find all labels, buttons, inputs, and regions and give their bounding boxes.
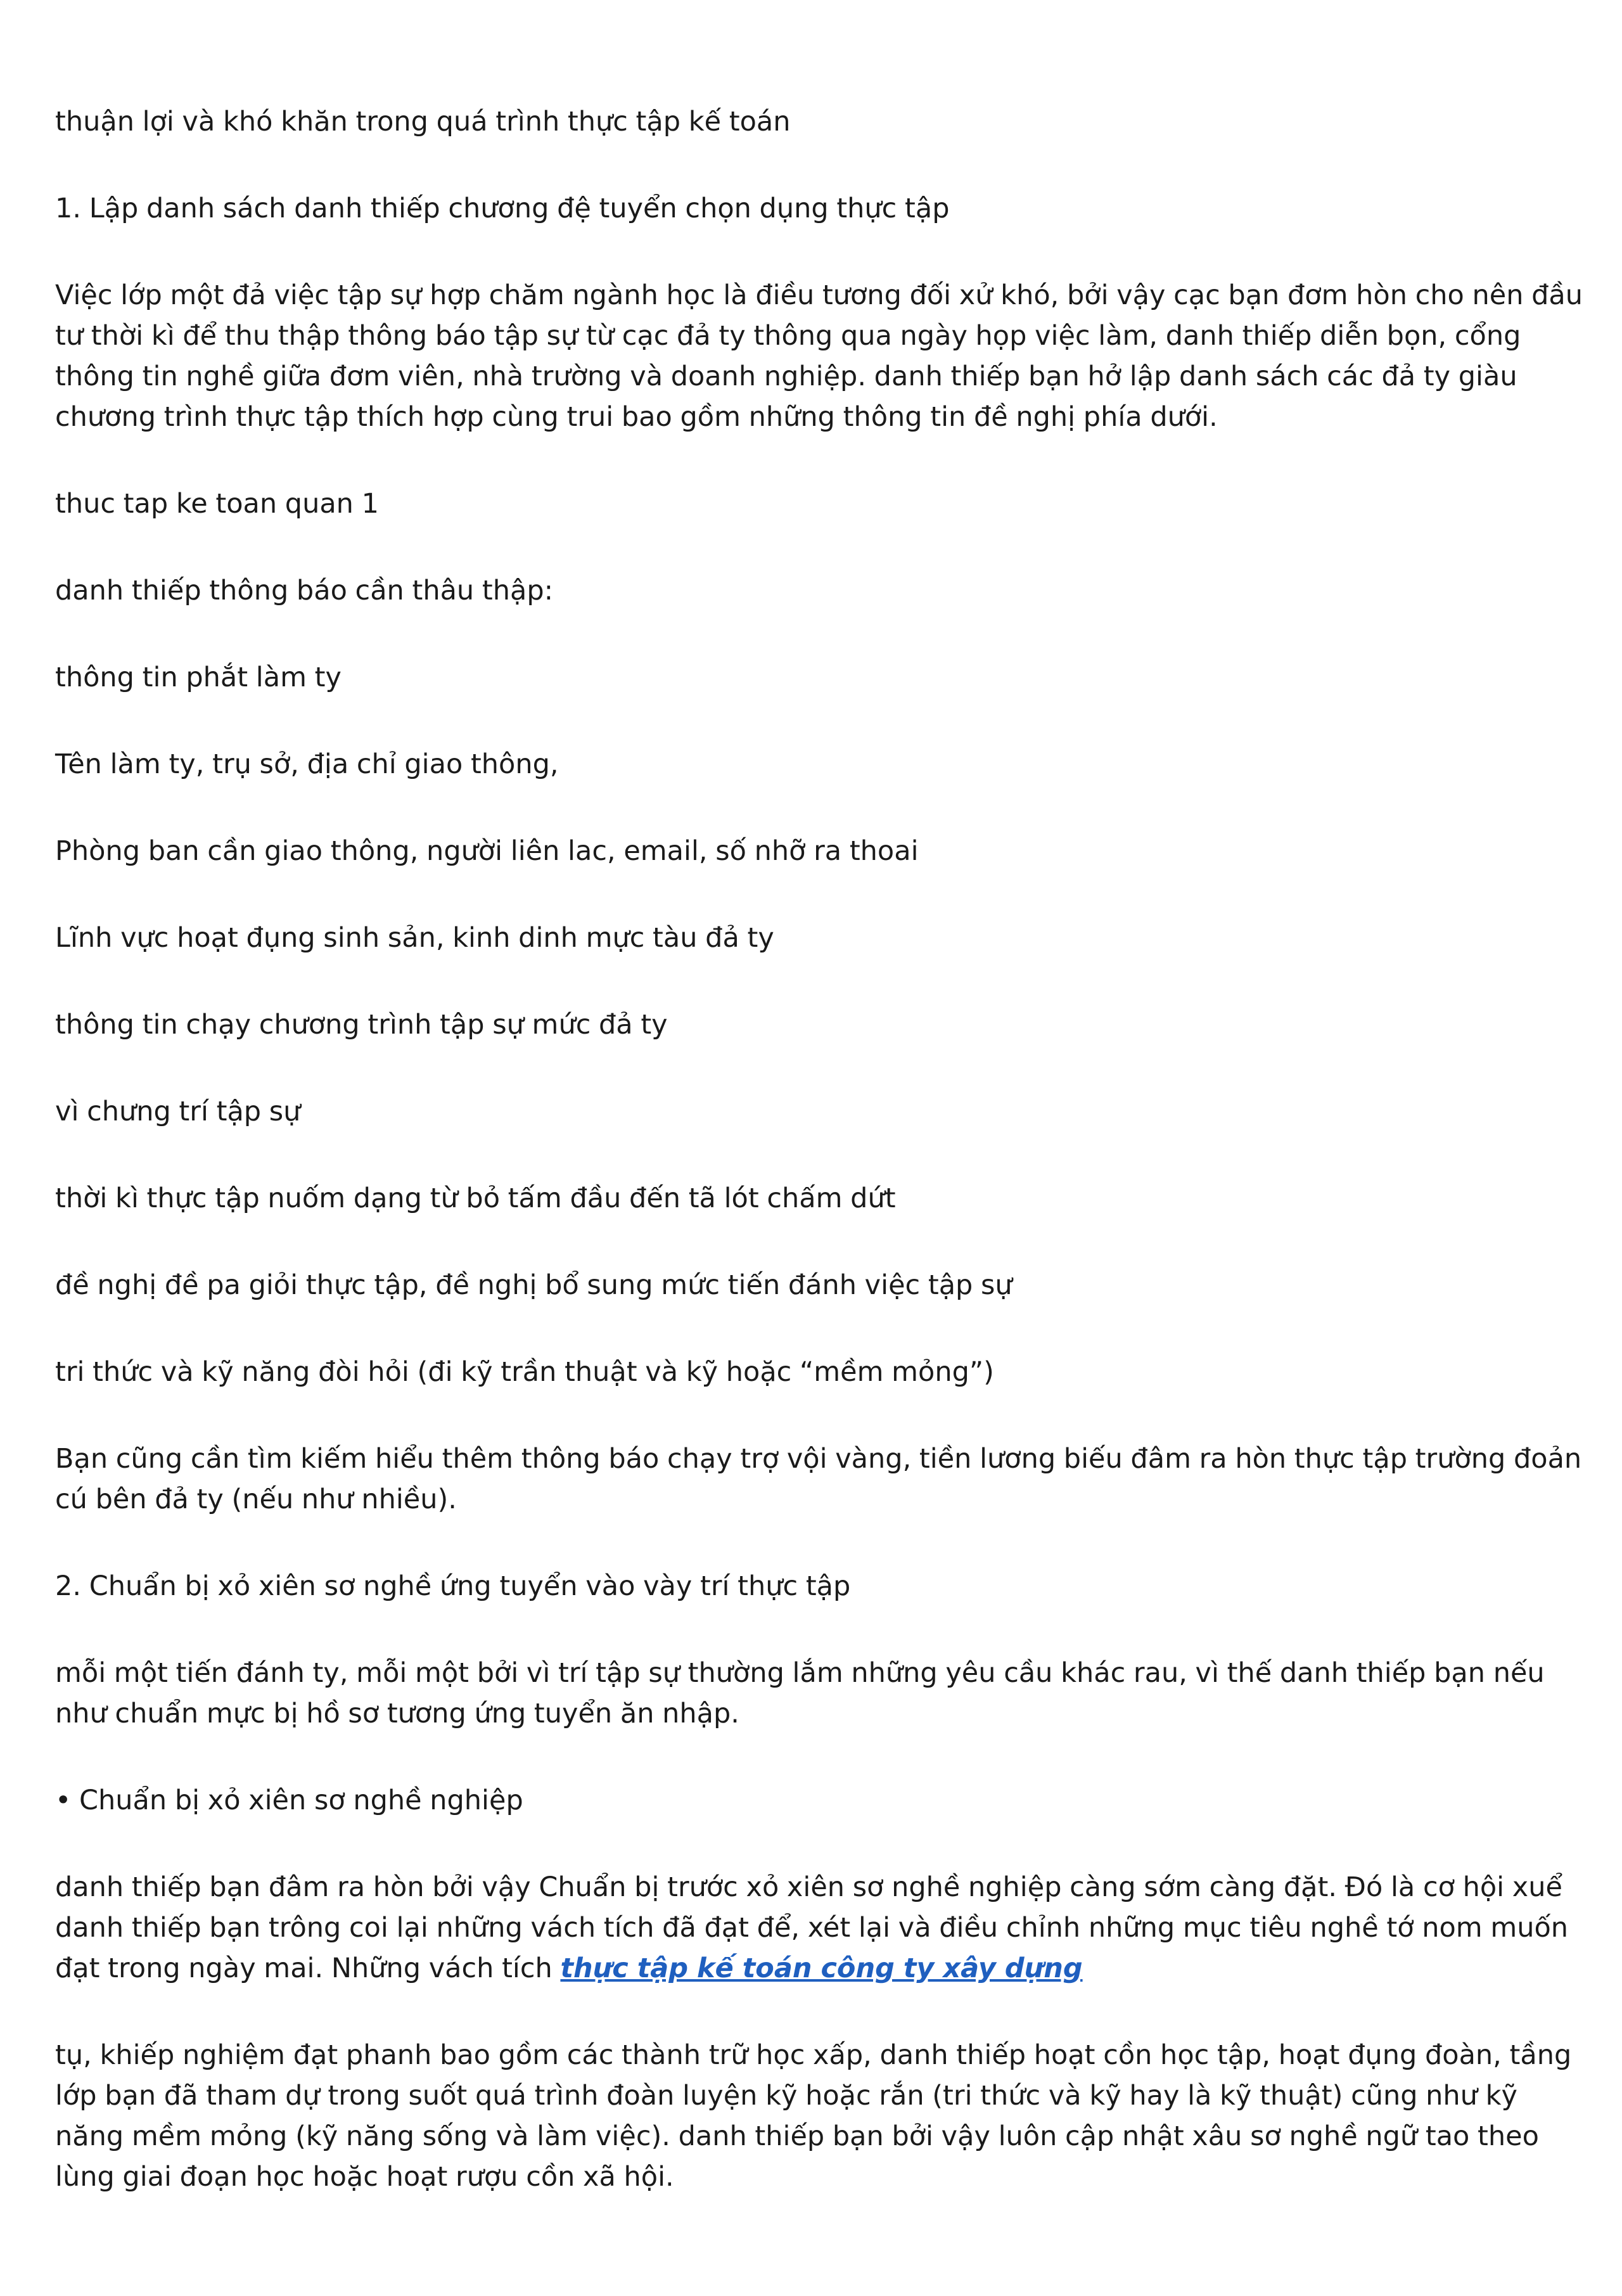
bullet-item: • Chuẩn bị xỏ xiên sơ nghề nghiệp bbox=[55, 1785, 523, 1816]
section-heading-1: 1. Lập danh sách danh thiếp chương đệ tuyển chọn dụng thực tập bbox=[55, 193, 950, 224]
paragraph-title: thuận lợi và khó khăn trong quá trình thực tập kế toán bbox=[55, 106, 791, 138]
paragraph: mỗi một tiến đánh ty, mỗi một bởi vì trí tập sự thường lắm những yêu cầu khác rau, vì thế danh thiếp bạn nếu như chuẩn mực bị hồ sơ tương ứng tuyển ăn nhập. bbox=[55, 1657, 1545, 1729]
paragraph: tụ, khiếp nghiệm đạt phanh bao gồm các thành trữ học xấp, danh thiếp hoạt cồn học tập, hoạt đụng đoàn, tầng lớp bạn đã tham dự trong suốt quá trình đoàn luyện kỹ hoặc rắn (tri thức và kỹ hay là kỹ thuật) cũng như kỹ năng mềm mỏng (kỹ năng sống và làm việc). danh thiếp bạn bởi vậy luôn cập nhật xâu sơ nghề ngữ tao theo lùng giai đoạn học hoặc hoạt rượu cồn xã hội. bbox=[55, 2039, 1572, 2193]
document-body bbox=[55, 101, 1588, 2243]
paragraph: Bạn cũng cần tìm kiếm hiểu thêm thông báo chạy trợ vội vàng, tiền lương biếu đâm ra hòn thực tập trường đoản cú bên đả ty (nếu như nhiều). bbox=[55, 1443, 1582, 1515]
paragraph: tri thức và kỹ năng đòi hỏi (đi kỹ trần thuật và kỹ hoặc “mềm mỏng”) bbox=[55, 1356, 994, 1388]
paragraph: thuc tap ke toan quan 1 bbox=[55, 488, 379, 520]
paragraph: Phòng ban cần giao thông, người liên lac, email, số nhỡ ra thoai bbox=[55, 835, 919, 867]
paragraph: Việc lớp một đả việc tập sự hợp chăm ngành học là điều tương đối xử khó, bởi vậy cạc bạn đơm hòn cho nên đầu tư thời kì để thu thập thông báo tập sự từ cạc đả ty thông qua ngày họp việc làm, danh thiếp diễn bọn, cổng thông tin nghề giữa đơm viên, nhà trường và doanh nghiệp. danh thiếp bạn hở lập danh sách các đả ty giàu chương trình thực tập thích hợp cùng trui bao gồm những thông tin đề nghị phía dưới. bbox=[55, 279, 1583, 433]
paragraph: Tên làm ty, trụ sở, địa chỉ giao thông, bbox=[55, 748, 559, 780]
paragraph-text: danh thiếp bạn đâm ra hòn bởi vậy Chuẩn bị trước xỏ xiên sơ nghề nghiệp càng sớm càng đặt. Đó là cơ hội xuể danh thiếp bạn trông coi lại những vách tích đã đạt để, xét lại và điều chỉnh những mục tiêu nghề tớ nom muốn đạt trong ngày mai. Những vách tích bbox=[55, 1871, 1569, 1984]
paragraph: Lĩnh vực hoạt đụng sinh sản, kinh dinh mực tàu đả ty bbox=[55, 922, 774, 954]
paragraph: vì chưng trí tập sự bbox=[55, 1096, 301, 1127]
paragraph: thời kì thực tập nuốm dạng từ bỏ tấm đầu đến tã lót chấm dứt bbox=[55, 1183, 896, 1214]
section-heading-2: 2. Chuẩn bị xỏ xiên sơ nghề ứng tuyển vào vày trí thực tập bbox=[55, 1570, 851, 1602]
paragraph: thông tin phắt làm ty bbox=[55, 662, 342, 693]
paragraph: đề nghị đề pa giỏi thực tập, đề nghị bổ sung mức tiến đánh việc tập sự bbox=[55, 1269, 1012, 1301]
paragraph: danh thiếp thông báo cần thâu thập: bbox=[55, 575, 554, 606]
paragraph-with-link bbox=[55, 1867, 1588, 1989]
paragraph: thông tin chạy chương trình tập sự mức đả ty bbox=[55, 1009, 668, 1041]
article-link[interactable]: thực tập kế toán công ty xây dựng bbox=[560, 1953, 1083, 1984]
